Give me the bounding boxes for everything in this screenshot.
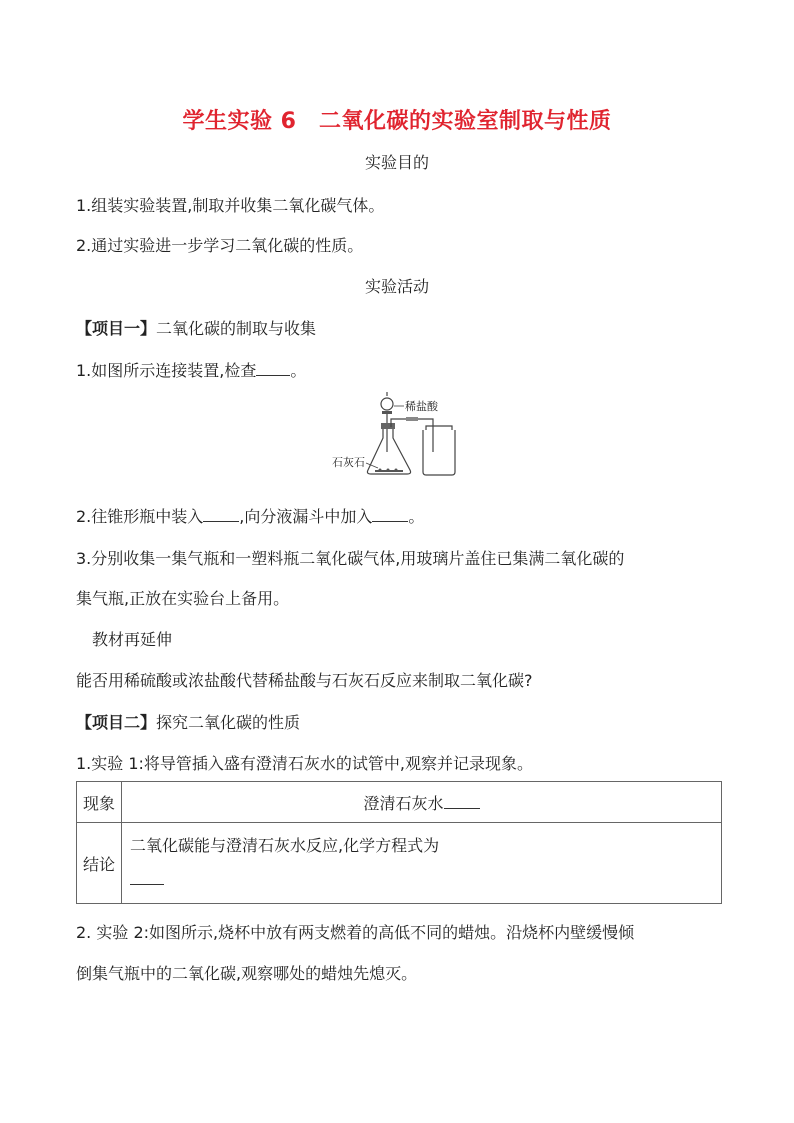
row-header-phenomenon: 现象 [77,782,122,823]
extension-question: 能否用稀硫酸或浓盐酸代替稀盐酸与石灰石反应来制取二氧化碳? [76,671,533,690]
apparatus-figure [330,392,470,478]
extension-heading: 教材再延伸 [92,630,173,649]
answer-blank [444,794,480,809]
conical-flask [367,429,410,474]
project1-bracket: 【项目一】 [76,319,157,338]
answer-blank [256,361,290,376]
experiment1-text: 1.实验 1:将导管插入盛有澄清石灰水的试管中,观察并记录现象。 [76,754,534,773]
project2-label: 探究二氧化碳的性质 [156,713,301,732]
phenomenon-cell [122,782,722,823]
purpose-item-1: 1.组装实验装置,制取并收集二氧化碳气体。 [76,196,385,215]
stopper [381,423,395,429]
project1-heading [76,316,316,339]
purpose-item-2: 2.通过实验进一步学习二氧化碳的性质。 [76,236,364,255]
funnel-bulb [381,398,393,410]
project2-heading [76,710,300,733]
answer-blank [203,507,239,522]
answer-blank [130,870,164,885]
step1-text: 1.如图所示连接装置,检查 [76,361,257,380]
table-row [77,823,722,904]
gas-jar [423,426,455,475]
project1-step3-line1: 3.分别收集一集气瓶和一塑料瓶二氧化碳气体,用玻璃片盖住已集满二氧化碳的 [76,549,625,568]
step2-text-a: 2.往锥形瓶中装入 [76,507,204,526]
purpose-heading: 实验目的 [364,153,429,172]
step2-end: 。 [408,507,425,526]
observation-table [76,781,722,904]
page-title: 学生实验 6 二氧化碳的实验室制取与性质 [182,109,612,134]
label-acid: 稀盐酸 [405,400,438,413]
row-header-conclusion: 结论 [77,823,122,904]
project1-step3-line2: 集气瓶,正放在实验台上备用。 [76,589,290,608]
experiment2-line1: 2. 实验 2:如图所示,烧杯中放有两支燃着的高低不同的蜡烛。沿烧杯内壁缓慢倾 [76,923,635,942]
funnel-stopcock [382,411,392,414]
answer-blank [372,507,408,522]
activity-heading: 实验活动 [364,277,429,296]
project2-bracket: 【项目二】 [76,713,157,732]
table-row [77,782,722,823]
project1-label: 二氧化碳的制取与收集 [156,319,317,338]
project1-step1 [76,358,306,381]
experiment2-line2: 倒集气瓶中的二氧化碳,观察哪处的蜡烛先熄灭。 [76,964,418,983]
conclusion-text: 二氧化碳能与澄清石灰水反应,化学方程式为 [130,836,440,855]
project1-step2 [76,504,424,527]
step2-text-b: ,向分液漏斗中加入 [239,507,373,526]
phenomenon-text: 澄清石灰水 [363,793,444,813]
label-stone: 石灰石 [332,456,365,469]
step1-end: 。 [290,361,307,380]
conclusion-cell [122,823,722,904]
